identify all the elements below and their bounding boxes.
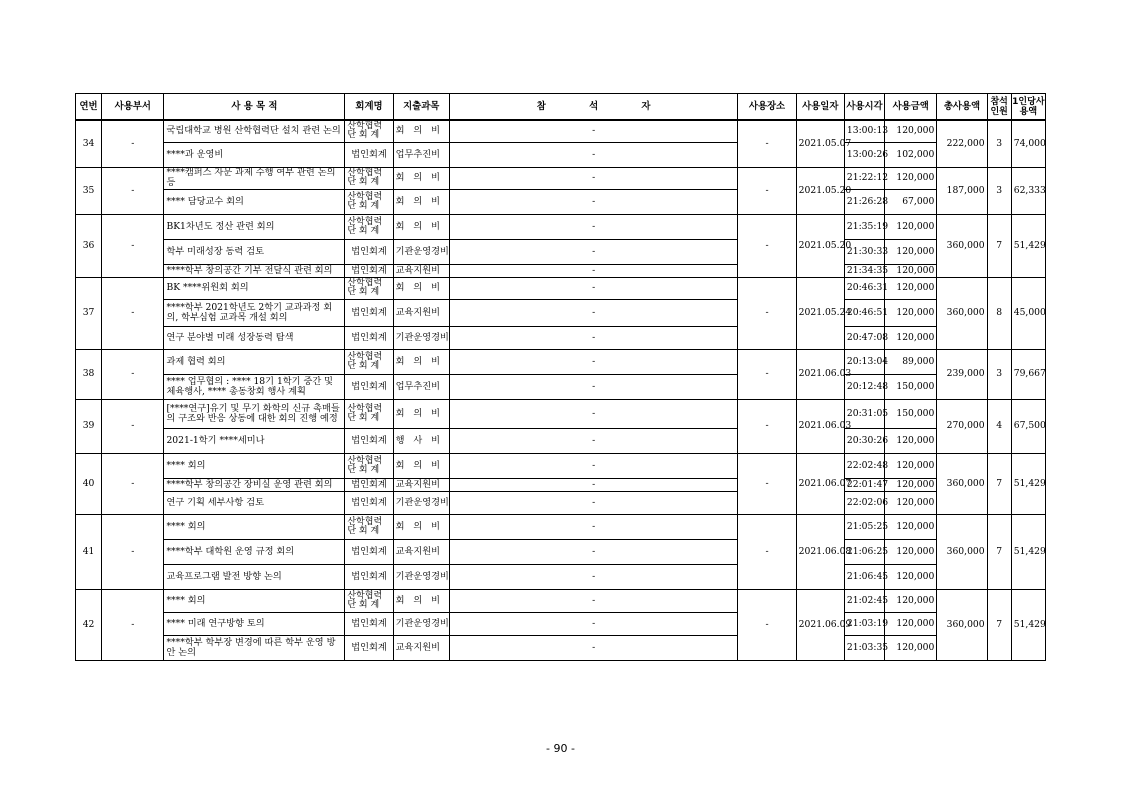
cell-time: 20:12:48 [844, 374, 884, 399]
cell-expense: 회 의 비 [393, 453, 449, 478]
cell-time: 21:22:12 [844, 167, 884, 189]
cell-expense: 회 의 비 [393, 277, 449, 299]
cell-dept: - [102, 214, 164, 277]
cell-no: 41 [76, 514, 102, 589]
cell-amount: 89,000 [885, 349, 937, 374]
cell-purpose: BK1차년도 정산 관련 회의 [164, 214, 345, 239]
cell-time: 20:31:05 [844, 399, 884, 428]
header-account: 회계명 [345, 94, 393, 121]
header-place: 사용장소 [738, 94, 796, 121]
cell-account: 산학협력단 회 계 [345, 514, 393, 539]
cell-purpose: [****연구]유기 및 무기 화학의 신규 촉매들의 구조와 반응 상동에 대한 회의 진행 예정 [164, 399, 345, 428]
cell-dept: - [102, 589, 164, 660]
cell-per-person: 67,500 [1011, 399, 1045, 453]
cell-purpose: ****학부 창의공간 기부 전달식 관련 회의 [164, 264, 345, 277]
cell-dept: - [102, 453, 164, 514]
cell-purpose: ****학부 창의공간 장비실 운영 관련 회의 [164, 478, 345, 491]
cell-dept: - [102, 120, 164, 167]
header-total: 총사용액 [937, 94, 987, 121]
cell-time: 22:02:06 [844, 491, 884, 514]
cell-time: 21:35:19 [844, 214, 884, 239]
cell-place: - [738, 277, 796, 349]
table-row [76, 514, 1046, 539]
table-row [76, 635, 1046, 660]
cell-account: 법인회계 [345, 264, 393, 277]
cell-purpose: **** 업무협의 : **** 18기 1학기 중간 및 체육행사, **** 총동창회 행사 계획 [164, 374, 345, 399]
table-row [76, 349, 1046, 374]
cell-attendees: - [449, 142, 737, 167]
cell-expense: 기관운영경비 [393, 612, 449, 635]
cell-attendees: - [449, 349, 737, 374]
cell-attendees: - [449, 239, 737, 264]
cell-total: 270,000 [937, 399, 987, 453]
cell-count: 3 [987, 167, 1011, 214]
header-expense: 지출과목 [393, 94, 449, 121]
cell-account: 법인회계 [345, 612, 393, 635]
cell-expense: 회 의 비 [393, 399, 449, 428]
cell-purpose: ****학부 학부장 변경에 따른 학부 운영 방안 논의 [164, 635, 345, 660]
cell-attendees: - [449, 326, 737, 349]
cell-time: 22:01:47 [844, 478, 884, 491]
cell-date: 2021.05.20 [796, 214, 844, 277]
cell-place: - [738, 399, 796, 453]
cell-no: 36 [76, 214, 102, 277]
cell-amount: 150,000 [885, 374, 937, 399]
cell-dept: - [102, 167, 164, 214]
header-attendees: 참 석 자 [449, 94, 737, 121]
cell-account: 산학협력단 회 계 [345, 167, 393, 189]
cell-purpose: 과제 협력 회의 [164, 349, 345, 374]
table-row [76, 142, 1046, 167]
cell-place: - [738, 167, 796, 214]
cell-attendees: - [449, 491, 737, 514]
cell-count: 3 [987, 120, 1011, 167]
cell-expense: 회 의 비 [393, 589, 449, 612]
cell-total: 187,000 [937, 167, 987, 214]
cell-per-person: 51,429 [1011, 453, 1045, 514]
cell-expense: 기관운영경비 [393, 564, 449, 589]
cell-amount: 120,000 [885, 514, 937, 539]
cell-per-person: 62,333 [1011, 167, 1045, 214]
table-row [76, 326, 1046, 349]
cell-per-person: 51,429 [1011, 589, 1045, 660]
expense-table [75, 93, 1046, 661]
cell-expense: 교육지원비 [393, 264, 449, 277]
cell-account: 법인회계 [345, 539, 393, 564]
table-row [76, 564, 1046, 589]
table-row [76, 374, 1046, 399]
cell-account: 법인회계 [345, 326, 393, 349]
header-row [76, 94, 1046, 121]
cell-time: 20:13:04 [844, 349, 884, 374]
cell-attendees: - [449, 399, 737, 428]
cell-attendees: - [449, 264, 737, 277]
cell-purpose: **** 회의 [164, 589, 345, 612]
table-row [76, 120, 1046, 142]
header-purpose: 사 용 목 적 [164, 94, 345, 121]
cell-account: 산학협력단 회 계 [345, 453, 393, 478]
cell-account: 법인회계 [345, 635, 393, 660]
cell-amount: 67,000 [885, 189, 937, 214]
cell-no: 38 [76, 349, 102, 399]
cell-time: 20:46:51 [844, 299, 884, 326]
cell-account: 법인회계 [345, 374, 393, 399]
cell-expense: 기관운영경비 [393, 491, 449, 514]
cell-time: 21:03:19 [844, 612, 884, 635]
cell-purpose: ****과 운영비 [164, 142, 345, 167]
cell-per-person: 51,429 [1011, 514, 1045, 589]
cell-account: 산학협력단 회 계 [345, 214, 393, 239]
cell-attendees: - [449, 277, 737, 299]
cell-amount: 120,000 [885, 120, 937, 142]
cell-attendees: - [449, 539, 737, 564]
table-row [76, 277, 1046, 299]
header-dept: 사용부서 [102, 94, 164, 121]
cell-purpose: **** 회의 [164, 453, 345, 478]
cell-time: 21:02:45 [844, 589, 884, 612]
table-row [76, 589, 1046, 612]
cell-place: - [738, 349, 796, 399]
cell-account: 산학협력단 회 계 [345, 399, 393, 428]
cell-time: 13:00:13 [844, 120, 884, 142]
cell-dept: - [102, 277, 164, 349]
cell-amount: 120,000 [885, 299, 937, 326]
table-row [76, 167, 1046, 189]
cell-amount: 120,000 [885, 491, 937, 514]
cell-total: 360,000 [937, 514, 987, 589]
cell-amount: 120,000 [885, 214, 937, 239]
cell-no: 35 [76, 167, 102, 214]
cell-time: 21:03:35 [844, 635, 884, 660]
header-amount: 사용금액 [885, 94, 937, 121]
cell-attendees: - [449, 564, 737, 589]
cell-count: 3 [987, 349, 1011, 399]
header-count: 참석인원 [987, 94, 1011, 121]
header-no: 연번 [76, 94, 102, 121]
cell-date: 2021.06.03 [796, 349, 844, 399]
cell-time: 20:46:31 [844, 277, 884, 299]
cell-total: 360,000 [937, 589, 987, 660]
table-row [76, 612, 1046, 635]
cell-per-person: 51,429 [1011, 214, 1045, 277]
cell-expense: 행 사 비 [393, 428, 449, 453]
cell-date: 2021.06.09 [796, 589, 844, 660]
cell-time: 21:30:33 [844, 239, 884, 264]
cell-account: 법인회계 [345, 142, 393, 167]
cell-account: 법인회계 [345, 239, 393, 264]
cell-date: 2021.06.03 [796, 399, 844, 453]
cell-account: 산학협력단 회 계 [345, 349, 393, 374]
header-time: 사용시각 [844, 94, 884, 121]
cell-count: 7 [987, 589, 1011, 660]
cell-expense: 교육지원비 [393, 299, 449, 326]
cell-purpose: **** 담당교수 회의 [164, 189, 345, 214]
cell-date: 2021.05.20 [796, 167, 844, 214]
cell-no: 42 [76, 589, 102, 660]
cell-no: 37 [76, 277, 102, 349]
cell-attendees: - [449, 514, 737, 539]
cell-amount: 120,000 [885, 264, 937, 277]
table-row [76, 453, 1046, 478]
cell-total: 360,000 [937, 214, 987, 277]
cell-time: 21:26:28 [844, 189, 884, 214]
cell-time: 20:30:26 [844, 428, 884, 453]
cell-attendees: - [449, 612, 737, 635]
table-row [76, 264, 1046, 277]
cell-total: 360,000 [937, 277, 987, 349]
cell-account: 산학협력단 회 계 [345, 589, 393, 612]
table-body [76, 120, 1046, 660]
cell-dept: - [102, 349, 164, 399]
cell-purpose: ****학부 대학원 운영 규정 회의 [164, 539, 345, 564]
table-row [76, 491, 1046, 514]
cell-time: 21:34:35 [844, 264, 884, 277]
cell-place: - [738, 120, 796, 167]
cell-expense: 회 의 비 [393, 167, 449, 189]
cell-purpose: 교육프로그램 발전 방향 논의 [164, 564, 345, 589]
cell-time: 13:00:26 [844, 142, 884, 167]
cell-place: - [738, 589, 796, 660]
cell-expense: 교육지원비 [393, 478, 449, 491]
cell-expense: 업무추진비 [393, 374, 449, 399]
cell-attendees: - [449, 299, 737, 326]
cell-count: 7 [987, 514, 1011, 589]
cell-time: 21:06:45 [844, 564, 884, 589]
header-per-person: 1인당사용액 [1011, 94, 1045, 121]
cell-amount: 120,000 [885, 326, 937, 349]
cell-date: 2021.06.08 [796, 514, 844, 589]
cell-attendees: - [449, 428, 737, 453]
cell-date: 2021.06.07 [796, 453, 844, 514]
cell-account: 산학협력단 회 계 [345, 189, 393, 214]
table-row [76, 299, 1046, 326]
cell-amount: 120,000 [885, 589, 937, 612]
cell-attendees: - [449, 374, 737, 399]
cell-account: 법인회계 [345, 478, 393, 491]
cell-time: 20:47:08 [844, 326, 884, 349]
cell-no: 34 [76, 120, 102, 167]
cell-account: 산학협력단 회 계 [345, 120, 393, 142]
cell-total: 239,000 [937, 349, 987, 399]
cell-expense: 회 의 비 [393, 214, 449, 239]
cell-amount: 102,000 [885, 142, 937, 167]
cell-amount: 120,000 [885, 635, 937, 660]
cell-expense: 교육지원비 [393, 635, 449, 660]
cell-attendees: - [449, 478, 737, 491]
cell-account: 법인회계 [345, 564, 393, 589]
cell-no: 40 [76, 453, 102, 514]
cell-attendees: - [449, 214, 737, 239]
cell-place: - [738, 453, 796, 514]
cell-dept: - [102, 399, 164, 453]
cell-dept: - [102, 514, 164, 589]
cell-amount: 120,000 [885, 167, 937, 189]
cell-amount: 120,000 [885, 564, 937, 589]
cell-amount: 120,000 [885, 539, 937, 564]
cell-attendees: - [449, 453, 737, 478]
cell-attendees: - [449, 635, 737, 660]
cell-amount: 150,000 [885, 399, 937, 428]
cell-place: - [738, 214, 796, 277]
cell-purpose: **** 회의 [164, 514, 345, 539]
cell-count: 7 [987, 214, 1011, 277]
cell-expense: 회 의 비 [393, 120, 449, 142]
cell-expense: 회 의 비 [393, 349, 449, 374]
cell-date: 2021.05.07 [796, 120, 844, 167]
cell-amount: 120,000 [885, 453, 937, 478]
cell-purpose: ****캠퍼스 자문 과제 수행 여부 관련 논의 등 [164, 167, 345, 189]
cell-account: 법인회계 [345, 428, 393, 453]
cell-expense: 회 의 비 [393, 189, 449, 214]
page-number: - 90 - [546, 742, 575, 755]
cell-expense: 기관운영경비 [393, 326, 449, 349]
cell-total: 222,000 [937, 120, 987, 167]
table-row [76, 239, 1046, 264]
cell-count: 8 [987, 277, 1011, 349]
cell-purpose: 국립대학교 병원 산학협력단 설치 관련 논의 [164, 120, 345, 142]
cell-time: 21:06:25 [844, 539, 884, 564]
cell-attendees: - [449, 167, 737, 189]
cell-amount: 120,000 [885, 478, 937, 491]
cell-purpose: 연구 기획 세부사항 검토 [164, 491, 345, 514]
cell-count: 7 [987, 453, 1011, 514]
cell-purpose: ****학부 2021학년도 2학기 교과과정 회의, 학부심험 교과목 개설 회의 [164, 299, 345, 326]
table-row [76, 399, 1046, 428]
cell-expense: 기관운영경비 [393, 239, 449, 264]
cell-amount: 120,000 [885, 612, 937, 635]
table-row [76, 428, 1046, 453]
cell-attendees: - [449, 589, 737, 612]
cell-amount: 120,000 [885, 239, 937, 264]
cell-purpose: 연구 분야별 미래 성장동력 탐색 [164, 326, 345, 349]
table-row [76, 214, 1046, 239]
cell-expense: 회 의 비 [393, 514, 449, 539]
cell-account: 법인회계 [345, 491, 393, 514]
cell-time: 21:05:25 [844, 514, 884, 539]
cell-attendees: - [449, 120, 737, 142]
cell-expense: 업무추진비 [393, 142, 449, 167]
cell-account: 산학협력단 회 계 [345, 277, 393, 299]
table-row [76, 189, 1046, 214]
cell-count: 4 [987, 399, 1011, 453]
cell-purpose: **** 미래 연구방향 토의 [164, 612, 345, 635]
cell-account: 법인회계 [345, 299, 393, 326]
cell-amount: 120,000 [885, 428, 937, 453]
table-row [76, 539, 1046, 564]
cell-no: 39 [76, 399, 102, 453]
cell-expense: 교육지원비 [393, 539, 449, 564]
cell-place: - [738, 514, 796, 589]
cell-purpose: BK ****위원회 회의 [164, 277, 345, 299]
cell-purpose: 2021-1학기 ****세미나 [164, 428, 345, 453]
cell-per-person: 74,000 [1011, 120, 1045, 167]
cell-purpose: 학부 미래성장 동력 검토 [164, 239, 345, 264]
cell-total: 360,000 [937, 453, 987, 514]
cell-amount: 120,000 [885, 277, 937, 299]
cell-date: 2021.05.24 [796, 277, 844, 349]
cell-per-person: 45,000 [1011, 277, 1045, 349]
table-row [76, 478, 1046, 491]
cell-per-person: 79,667 [1011, 349, 1045, 399]
cell-time: 22:02:48 [844, 453, 884, 478]
cell-attendees: - [449, 189, 737, 214]
header-date: 사용일자 [796, 94, 844, 121]
